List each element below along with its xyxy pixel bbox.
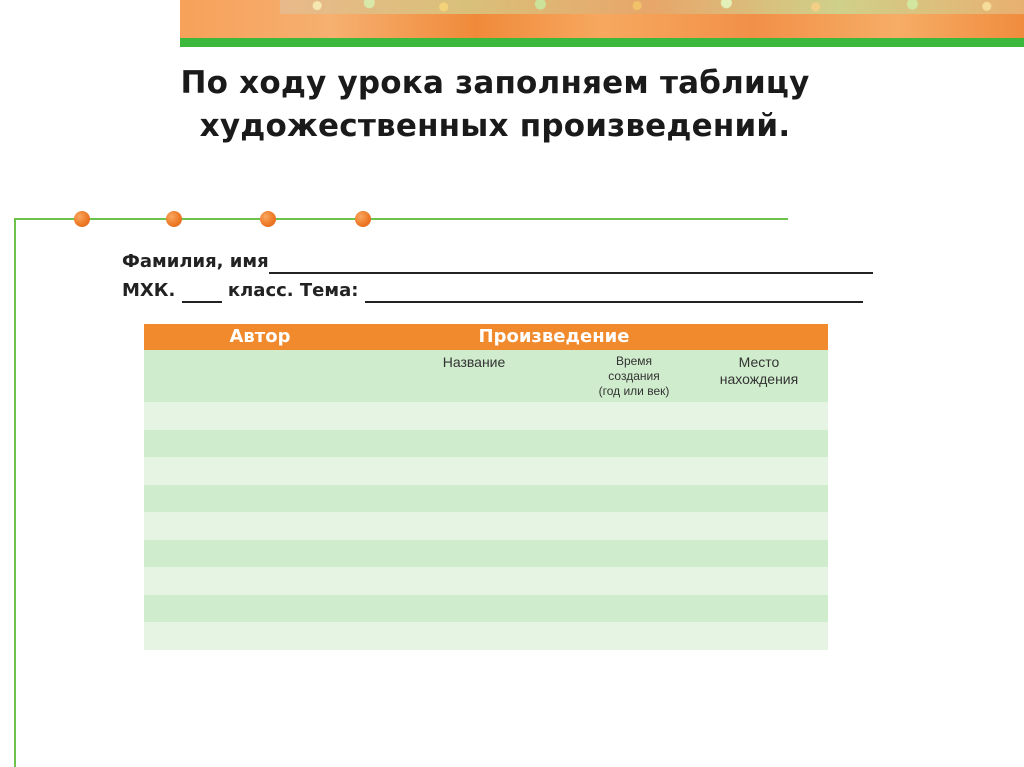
floral-pattern <box>280 0 1024 14</box>
class-label-topic: класс. Тема: <box>227 280 359 301</box>
table-subheader <box>144 350 828 402</box>
table-row[interactable] <box>144 430 828 458</box>
subheader-place-line: нахождения <box>719 371 799 387</box>
subheader-place <box>700 354 818 388</box>
title-line-2: художественных произведений. <box>199 108 791 144</box>
vertical-divider <box>14 218 16 767</box>
table-row[interactable] <box>144 512 828 540</box>
bullet-dot-icon <box>74 211 90 227</box>
decorative-banner <box>180 0 1024 38</box>
class-field <box>122 279 863 303</box>
table-row[interactable] <box>144 457 828 485</box>
table-row[interactable] <box>144 595 828 623</box>
table-row[interactable] <box>144 540 828 568</box>
subheader-place-line: Место <box>738 354 780 370</box>
name-field <box>122 250 873 274</box>
name-blank-line[interactable] <box>269 254 873 274</box>
subheader-time <box>574 354 694 399</box>
subheader-time-line: (год или век) <box>598 384 670 398</box>
table-row[interactable] <box>144 567 828 595</box>
banner-green-stripe <box>180 38 1024 47</box>
bullet-dot-icon <box>166 211 182 227</box>
table-row[interactable] <box>144 622 828 650</box>
works-table <box>144 324 828 650</box>
topic-blank-line[interactable] <box>365 283 863 303</box>
name-label: Фамилия, имя <box>122 251 269 272</box>
bullet-dot-icon <box>355 211 371 227</box>
table-row[interactable] <box>144 485 828 513</box>
table-header <box>144 324 828 350</box>
subheader-time-line: создания <box>608 369 660 383</box>
bullet-dot-icon <box>260 211 276 227</box>
horizontal-divider <box>14 218 788 220</box>
subheader-time-line: Время <box>615 354 653 368</box>
header-author: Автор <box>229 326 291 347</box>
slide-title <box>100 62 890 148</box>
table-row[interactable] <box>144 402 828 430</box>
header-work: Произведение <box>478 326 630 347</box>
subheader-title: Название <box>442 354 506 370</box>
class-label-prefix: МХК. <box>122 280 176 301</box>
title-line-1: По ходу урока заполняем таблицу <box>180 65 810 101</box>
class-blank-line[interactable] <box>182 283 222 303</box>
